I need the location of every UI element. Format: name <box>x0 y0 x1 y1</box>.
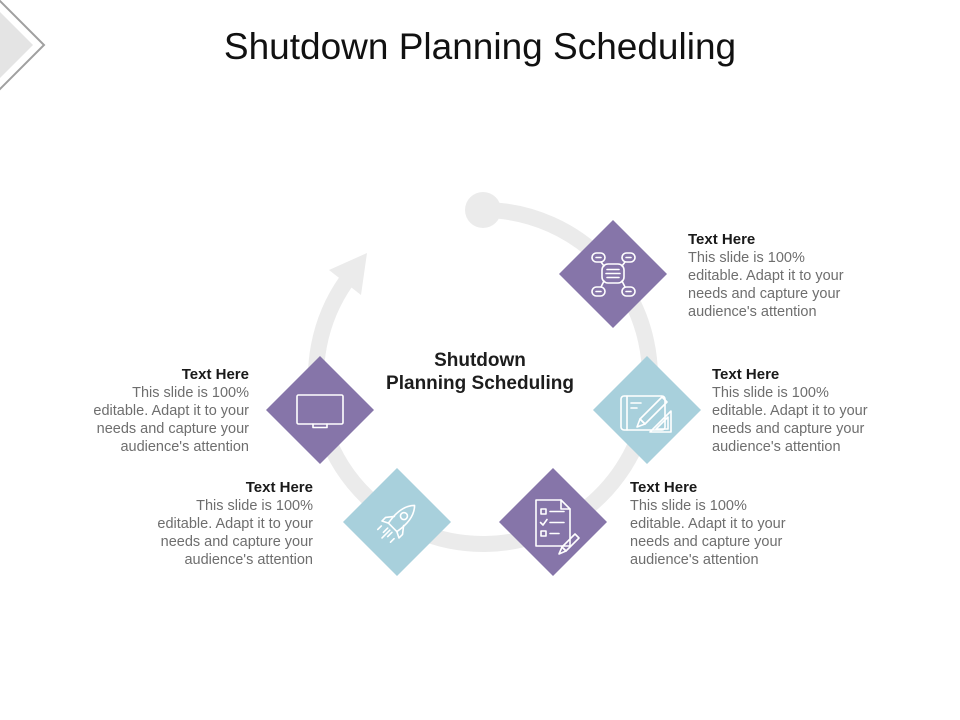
step-description-line: needs and capture your <box>96 421 249 437</box>
step-description-line: editable. Adapt it to your <box>688 268 844 284</box>
diamond-shape <box>593 356 701 464</box>
step-description-line: This slide is 100% <box>630 498 747 514</box>
step-description-line: audience's attention <box>120 439 249 455</box>
center-label-line: Planning Scheduling <box>386 373 574 394</box>
step-description-line: editable. Adapt it to your <box>712 403 868 419</box>
step-description-line: This slide is 100% <box>196 498 313 514</box>
step-description-line: editable. Adapt it to your <box>93 403 249 419</box>
step-description-line: audience's attention <box>630 552 759 568</box>
step-2-diamond <box>593 356 701 464</box>
center-label-line: Shutdown <box>434 350 526 371</box>
step-description-line: This slide is 100% <box>132 385 249 401</box>
step-4-text <box>157 479 313 569</box>
step-heading: Text Here <box>688 231 756 248</box>
step-description-line: This slide is 100% <box>688 250 805 266</box>
step-description-line: audience's attention <box>712 439 841 455</box>
step-heading: Text Here <box>181 366 249 383</box>
step-2-text <box>712 366 868 456</box>
step-heading: Text Here <box>630 479 698 496</box>
step-description-line: audience's attention <box>688 304 817 320</box>
step-description-line: needs and capture your <box>630 534 783 550</box>
step-1-text <box>688 231 844 321</box>
step-heading: Text Here <box>712 366 780 383</box>
step-3-diamond <box>499 468 607 576</box>
step-description-line: needs and capture your <box>688 286 841 302</box>
step-description-line: needs and capture your <box>160 534 313 550</box>
step-description-line: editable. Adapt it to your <box>630 516 786 532</box>
step-5-text <box>93 366 249 456</box>
arc-start-dot <box>465 192 501 228</box>
step-heading: Text Here <box>245 479 313 496</box>
diamond-shape <box>266 356 374 464</box>
slide-title: Shutdown Planning Scheduling <box>223 26 737 67</box>
step-5-diamond <box>266 356 374 464</box>
step-description-line: needs and capture your <box>712 421 865 437</box>
step-3-text <box>630 479 786 569</box>
step-description-line: editable. Adapt it to your <box>157 516 313 532</box>
center-label <box>360 349 600 395</box>
step-description-line: audience's attention <box>184 552 313 568</box>
step-description-line: This slide is 100% <box>712 385 829 401</box>
